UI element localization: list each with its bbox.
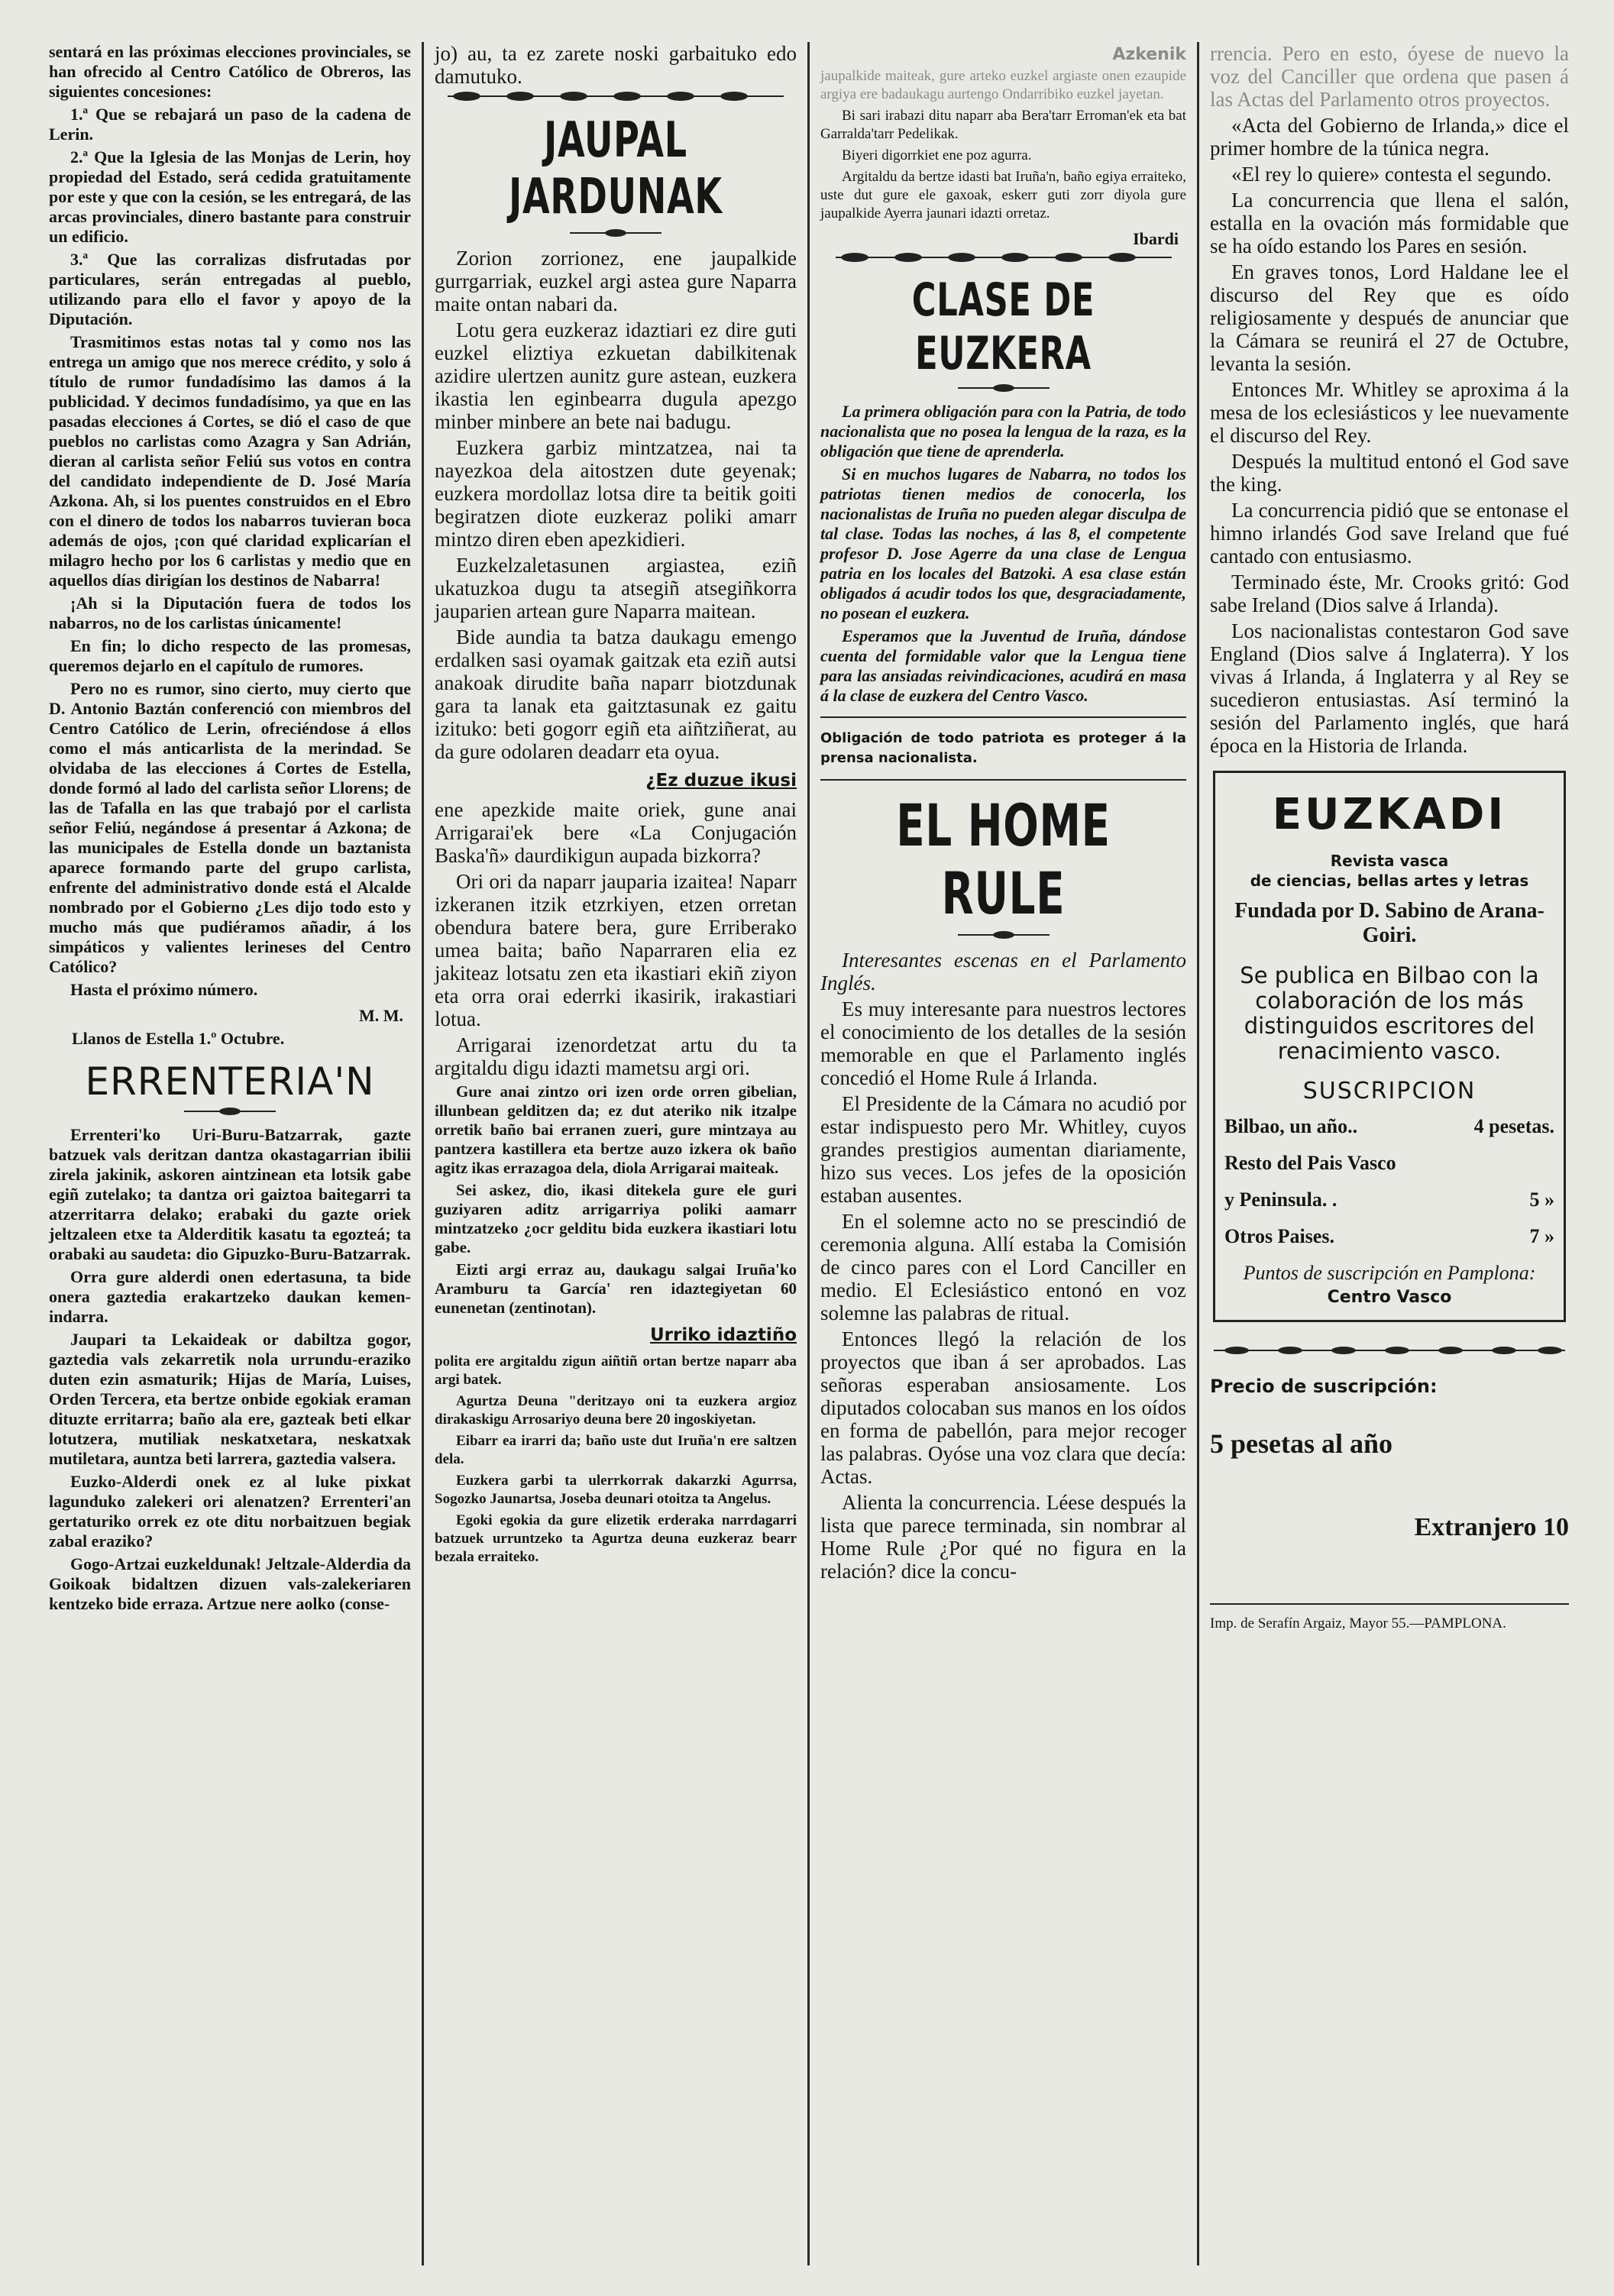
ornament-divider — [1210, 1345, 1569, 1356]
price-row — [1224, 1225, 1554, 1248]
paragraph: Orra gure alderdi onen edertasuna, ta bide onera gaztedia erakartzeko daukan kemen-indarra. — [49, 1267, 411, 1326]
paragraph: Los nacionalistas contestaron God save England (Dios salve á Inglaterra). Y los vivas á Irlanda, á Inglaterra y al Rey se sucedieron entusiastas. Así terminó la sesión del Parlamento inglés, que hará época en la Historia de Irlanda. — [1210, 619, 1569, 757]
paragraph: El Presidente de la Cámara no acudió por estar indispuesto pero Mr. Whitley, cuyos grandes prestigios aumentan diariamente, hizo sus veces. Los jefes de la oposición estaban ausentes. — [820, 1092, 1186, 1207]
ornament-divider — [820, 930, 1186, 941]
paragraph: Gure anai zintzo ori izen orde orren gibelian, illunbean gelditzen da; ez dut ateriko nik itzalpe orretik baño bai erranen zueri, gure mintzaya au pantzera kastillera eta bertze auzo izkera ok baño agitz ikas errazagoa dela, diola Arrigarai maiteak. — [435, 1082, 797, 1177]
paragraph: Si en muchos lugares de Nabarra, no todos los patriotas tienen medios de conocerla, los nacionalistas de Iruña no pueden alegar disculpa de tal clase. Todas las noches, á las 8, el competente profesor D. Jose Agerre da una clase de Lengua patria en los locales del Batzoki. A esa clase están obligados á acudir todos los que, desgraciadamente, no posean el euzkera. — [820, 464, 1186, 623]
rule-divider — [1210, 1603, 1569, 1605]
col1-top-text — [49, 42, 411, 1000]
ad-subscription-title: SUSCRIPCION — [1302, 1078, 1477, 1104]
rule-divider — [820, 779, 1186, 781]
paragraph: Es muy interesante para nuestros lectores el conocimiento de los detalles de la sesión memorable en que el Parlamento inglés concedió el Home Rule á Irlanda. — [820, 998, 1186, 1089]
paragraph: Euzkera garbiz mintzatzea, nai ta nayezkoa dela aitostzen dute geyenak; euzkera mordollaz lotsa dire ta beitik goiti begiratzen diote euzkeraz poliki amarr mintzo diren eben apezkidieri. — [435, 436, 797, 551]
heading-text: CLASE DE EUZKERA — [911, 273, 1095, 380]
paragraph: Eibarr ea irarri da; baño uste dut Iruña'n ere saltzen dela. — [435, 1433, 797, 1467]
paragraph: Biyeri digorrkiet ene poz agurra. — [842, 147, 1032, 163]
paragraph: En fin; lo dicho respecto de las promesas, queremos dejarlo en el capítulo de rumores. — [49, 636, 411, 675]
rule-divider — [820, 716, 1186, 718]
paragraph: La concurrencia pidió que se entonase el himno irlandés God save Ireland que fué cantado con entusiasmo. — [1210, 499, 1569, 568]
paragraph: Alienta la concurrencia. Léese después la lista que parece terminada, sin nombrar al Home Rule ¿Por qué no figura en la relación? dice la concu- — [820, 1491, 1186, 1583]
paragraph: 1.ª Que se rebajará un paso de la cadena de Lerin. — [49, 105, 411, 144]
signature: M. M. — [358, 1006, 403, 1025]
signature: Ibardi — [1133, 229, 1179, 248]
price-label: y Peninsula. . — [1224, 1188, 1337, 1211]
italic-block — [820, 402, 1186, 706]
ad-line: de ciencias, bellas artes y letras — [1250, 872, 1529, 890]
ad-title: EUZKADI — [1272, 790, 1507, 839]
price-label: Resto del Pais Vasco — [1224, 1152, 1396, 1174]
ornament-divider — [820, 383, 1186, 394]
price-abroad: Extranjero 10 — [1414, 1513, 1569, 1541]
paragraph: Eizti argi erraz au, daukagu salgai Iruña'ko Aramburu ta García' ren idaztegiyetan 60 eunenetan (zentinotan). — [435, 1260, 797, 1317]
paragraph: rrencia. Pero en esto, óyese de nuevo la voz del Canciller que ordena que pasen á las Actas del Parlamento otros proyectos. — [1210, 42, 1569, 111]
paragraph: Entonces Mr. Whitley se aproxima á la mesa de los eclesiásticos y lee nuevamente el discurso del Rey. — [1210, 378, 1569, 447]
ad-points — [1224, 1262, 1554, 1308]
small-text-block — [435, 1353, 797, 1567]
article-heading-home-rule — [820, 791, 1186, 927]
price-value: 5 pesetas al año — [1210, 1428, 1393, 1459]
notice: Obligación de todo patriota es proteger á la prensa nacionalista. — [820, 730, 1186, 766]
price-header: Precio de suscripción: — [1210, 1376, 1438, 1397]
paragraph: polita ere argitaldu zigun aiñtiñ ortan bertze naparr aba argi batek. — [435, 1353, 797, 1388]
ornament-divider — [435, 228, 797, 239]
paragraph: Sei askez, dio, ikasi ditekela gure ele guri guziyaren aditz arrigarriya poliki aamarr mintzatzeko ¿ocr gelditu bida euzkera ikastiari lotu gabe. — [435, 1181, 797, 1256]
paragraph: En el solemne acto no se prescindió de ceremonia alguna. Allí estaba la Comisión de cinco pares con el Lord Canciller en medio. El Eclesiástico entonó en voz solemne las palabras de ritual. — [820, 1210, 1186, 1324]
subheading-urriko-idaztino: Urriko idaztiño — [649, 1325, 797, 1345]
paragraph: Arrigarai izenordetzat artu du ta argitaldu digu idazti mametsu argi ori. — [435, 1033, 797, 1079]
article-heading-clase — [820, 273, 1186, 380]
subheading-azkenik: Azkenik — [1112, 45, 1186, 64]
imprint: Imp. de Serafín Argaiz, Mayor 55.—PAMPLONA. — [1210, 1615, 1506, 1631]
paragraph: Ori ori da naparr jauparia izaitea! Naparr izkeranen itzik etzrkiyen, etzen orretan obendura batere bera, gure Erriberako umea baita; baño Naparraren elia ez jakiteaz lotsatu zen eta ikastiari ekiñ ziyon eta orra orai ederrki ikasirik, irakastiari lotua. — [435, 870, 797, 1030]
paragraph: sentará en las próximas elecciones provinciales, se han ofrecido al Centro Católico de Obreros, las siguientes concesiones: — [49, 42, 411, 101]
paragraph: Lotu gera euzkeraz idaztiari ez dire guti euzkel eliztiya ezkuetan dabilkitenak azidire ulertzen aunitz gure astean, euzkera ikastia len eginbearra dugula apezgo minber minbere an bete nai badugu. — [435, 319, 797, 433]
article-heading-errenteria — [49, 1059, 411, 1104]
paragraph: jaupalkide maiteak, gure arteko euzkel argiaste onen ezaupide argiya ere badaukagu aurtengo Ondarribiko euzkel jayetan. — [820, 68, 1186, 102]
paragraph: Esperamos que la Juventud de Iruña, dándose cuenta del formidable valor que la Lengua tiene para las ansiadas reivindicaciones, acudirá en masa á la clase de euzkera del Centro Vasco. — [820, 626, 1186, 705]
paragraph: 3.ª Que las corralizas disfrutadas por particulares, serán entregadas al pueblo, utilizando para ello el favor y apoyo de la Diputación. — [49, 250, 411, 328]
paragraph: En graves tonos, Lord Haldane lee el discurso del Rey que es oído religiosamente y después de anunciar que la Cámara se reunirá el 27 de Octubre, levanta la sesión. — [1210, 260, 1569, 375]
ad-line: Revista vasca — [1330, 852, 1449, 870]
paragraph: La concurrencia que llena el salón, estalla en la ovación más formidable que se ha oído estando los Pares en sesión. — [1210, 189, 1569, 257]
price-value: 5 » — [1529, 1188, 1554, 1211]
small-text-block — [820, 107, 1186, 223]
paragraph: «El rey lo quiere» contesta el segundo. — [1231, 163, 1552, 186]
price-row — [1224, 1152, 1554, 1175]
paragraph: Euzkelzaletasunen argiastea, eziñ ukatuzkoa dugu ta atsegiñ atsegiñkorra jauparien artean gure Naparra maitean. — [435, 554, 797, 623]
ornament-divider — [820, 252, 1186, 263]
price-row — [1224, 1115, 1554, 1138]
paragraph: Trasmitimos estas notas tal y como nos las entrega un amigo que nos merece crédito, y solo á título de rumor fundadísimo las damos á la publicidad. Y decimos fundadísimo, ya que en las pasadas elecciones á Cortes, se dió el caso de que pueblos no carlistas como Azagra y San Adrián, dieran al carlista señor Feliú sus votos en contra del candidato independiente de D. José María Azkona. Ah, si los puentes construidos en el Ebro con el dinero de todos los nabarros tuvieran boca además de ojos, ¡con qué claridad explicarían el milagro hecho por los 6 carlistas y medio que en aquellos días dirigían los destinos de Nabarra! — [49, 332, 411, 590]
col1-bottom-text — [49, 1125, 411, 1614]
paragraph: Errenteri'ko Uri-Buru-Batzarrak, gazte batzuek vals deritzan dantza okastagarrian ibilii zirela jakinik, askoren aintzinean eta lotsik gabe egiñ zutelako; ta dantza ori gaiztoa baitegarri ta atzerritarra delako; erabaki du gazte oriek jeltzaleen etxe ta Alderditik kasatu ta egozteá; ta orabaki au saudeta: dio Gipuzko-Buru-Batzarrak. — [49, 1125, 411, 1263]
paragraph: Bi sari irabazi ditu naparr aba Bera'tarr Erroman'ek eta bat Garralda'tarr Pedelikak. — [820, 108, 1186, 142]
column-1 — [38, 42, 424, 2265]
dateline: Llanos de Estella 1.º Octubre. — [72, 1029, 285, 1048]
paragraph: ¡Ah si la Diputación fuera de todos los nabarros, no de los carlistas únicamente! — [49, 593, 411, 632]
paragraph: Egoki egokia da gure elizetik erderaka narrdagarri batzuek urruntzeko ta Agurtza deuna euzkeraz bearr bezala erraiteko. — [435, 1512, 797, 1565]
price-value: 4 pesetas. — [1473, 1115, 1554, 1137]
paragraph: Argitaldu da bertze idasti bat Iruña'n, baño egiya erraiteko, uste dut gure ele gaxoak, eskerr guti zorr diyola gure jaupalkide Ayerra jaunari idazti orretaz. — [820, 169, 1186, 222]
paragraph: Gogo-Artzai euzkeldunak! Jeltzale-Alderdia da Goikoak bidaltzen dizuen vals-zalekeriaren kentzeko bide erraza. Artzue nere aolko (conse- — [49, 1554, 411, 1613]
ad-description: Se publica en Bilbao con la colaboración de los más distinguidos escritores del renacimiento vasco. — [1240, 962, 1539, 1064]
price-label: Bilbao, un año.. — [1224, 1115, 1358, 1137]
paragraph: ene apezkide maite oriek, gune anai Arrigarai'ek bere «La Conjugación Baska'ñ» daurdikigun aupada bizkorra? — [435, 798, 797, 867]
ad-founded: Fundada por D. Sabino de Arana-Goiri. — [1234, 899, 1544, 947]
heading-text: JAUPAL JARDUNAK — [509, 112, 723, 225]
subheading-ez-duzue-ikusi: ¿Ez duzue ikusi — [645, 771, 797, 791]
paragraph: Euzko-Alderdi onek ez al luke pixkat lagunduko zalekeri ori alenatzen? Errenteri'an gertaturiko orrek ez ote ditu norbaitzuen begiak zabal eraziko? — [49, 1472, 411, 1551]
paragraph: Jaupari ta Lekaideak or dabiltza gogor, gaztedia vals zekarretik nola urrundu-eraziko duten ezin asmaturik; Hijas de María, Luises, Orden Tercera, eta bertze onbide egokiak eraman dituzte erritarra; baño ala ere, gazteak beti elkar lotutzera, mutiliak neskatxetara, neskatxak mutiletara, auntza beti larrera, gaztedia valsera. — [49, 1330, 411, 1468]
ornament-divider — [49, 1107, 411, 1117]
paragraph: Pero no es rumor, sino cierto, muy cierto que D. Antonio Baztán conferenció con miembros del Centro Católico de Lerin, ofreciéndose á ellos como el más anticarlista de la merindad. Se olvidaba de las elecciones á Cortes de Estella, donde formó al lado del carlista señor Llorens; de las de Tafalla en las que trabajó por el carlista señor Feliú, negándose á presentar á Azkona; de las municipales de Estella donde un baztanista aparece formando parte del grupo carlista, enfrente del administrativo donde está el Alcalde nombrado por el Gobierno ¿Les dijo todo esto y mucho más que pudiéramos añadir, á los simpáticos y valientes lerineses del Centro Católico? — [49, 679, 411, 976]
euzkadi-advertisement — [1213, 771, 1566, 1322]
paragraph: Después la multitud entonó el God save the king. — [1210, 450, 1569, 496]
price-row — [1224, 1188, 1554, 1211]
paragraph: La primera obligación para con la Patria, de todo nacionalista que no posea la lengua de la raza, es la obligación que tiene de aprenderla. — [820, 402, 1186, 461]
paragraph: Zorion zorrionez, ene jaupalkide gurrgarriak, euzkel argi astea gure Naparra maite ontan nabari da. — [435, 247, 797, 315]
points-label: Puntos de suscripción en Pamplona: — [1243, 1262, 1536, 1284]
paragraph: Euzkera garbi ta ulerrkorrak dakarzki Agurrsa, Sogozko Jaunartsa, Joseba deunari otoitza ta Angelus. — [435, 1473, 797, 1507]
column-4 — [1199, 42, 1580, 2265]
column-2 — [424, 42, 810, 2265]
ornament-divider — [435, 91, 797, 102]
paragraph: «Acta del Gobierno de Irlanda,» dice el primer hombre de la túnica negra. — [1210, 114, 1569, 160]
column-3 — [810, 42, 1199, 2265]
bold-block — [435, 1082, 797, 1318]
heading-text: EL HOME RULE — [896, 791, 1111, 927]
heading-text: ERRENTERIA'N — [85, 1059, 375, 1104]
paragraph: Agurtza Deuna "deritzayo oni ta euzkera argioz dirakaskigu Arrosariyo deuna bere 20 ingoskiyetan. — [435, 1393, 797, 1428]
paragraph: Bide aundia ta batza daukagu emengo erdalken sasi oyamak gaitzak eta eziñ autsi anakoak dirudite baña naparr biotzdunak gara ta lanak eta gaitztasunak ez gaitu izituko: beti gogorr egiñ eta aiñtziñerat, au da gure odolaren deadarr eta oyua. — [435, 626, 797, 763]
faded-text-block — [1210, 42, 1569, 111]
points-place: Centro Vasco — [1327, 1288, 1452, 1307]
paragraph: Entonces llegó la relación de los proyectos que iban á ser aprobados. Las señoras esperaban ansiosamente. Los diputados colocaban sus manos en los oídos en forma de pabellón, para mejor recoger las palabras. Oyóse una voz clara que decía: Actas. — [820, 1327, 1186, 1488]
paragraph: 2.ª Que la Iglesia de las Monjas de Lerin, hoy propiedad del Estado, será cedida gratuitamente por este y que con la cesión, se les entregará, de las arcas provinciales, dinero bastante para construir un edificio. — [49, 147, 411, 246]
article-subtitle: Interesantes escenas en el Parlamento Inglés. — [820, 949, 1186, 994]
price-value: 7 » — [1529, 1225, 1554, 1247]
paragraph: jo) au, ta ez zarete noski garbaituko edo damutuko. — [435, 42, 797, 88]
small-text-block — [820, 67, 1186, 104]
price-label: Otros Paises. — [1224, 1225, 1334, 1247]
paragraph: Terminado éste, Mr. Crooks gritó: God sabe Ireland (Dios salve á Irlanda). — [1210, 571, 1569, 616]
article-heading-jaupal — [435, 112, 797, 225]
paragraph: Hasta el próximo número. — [70, 980, 258, 999]
